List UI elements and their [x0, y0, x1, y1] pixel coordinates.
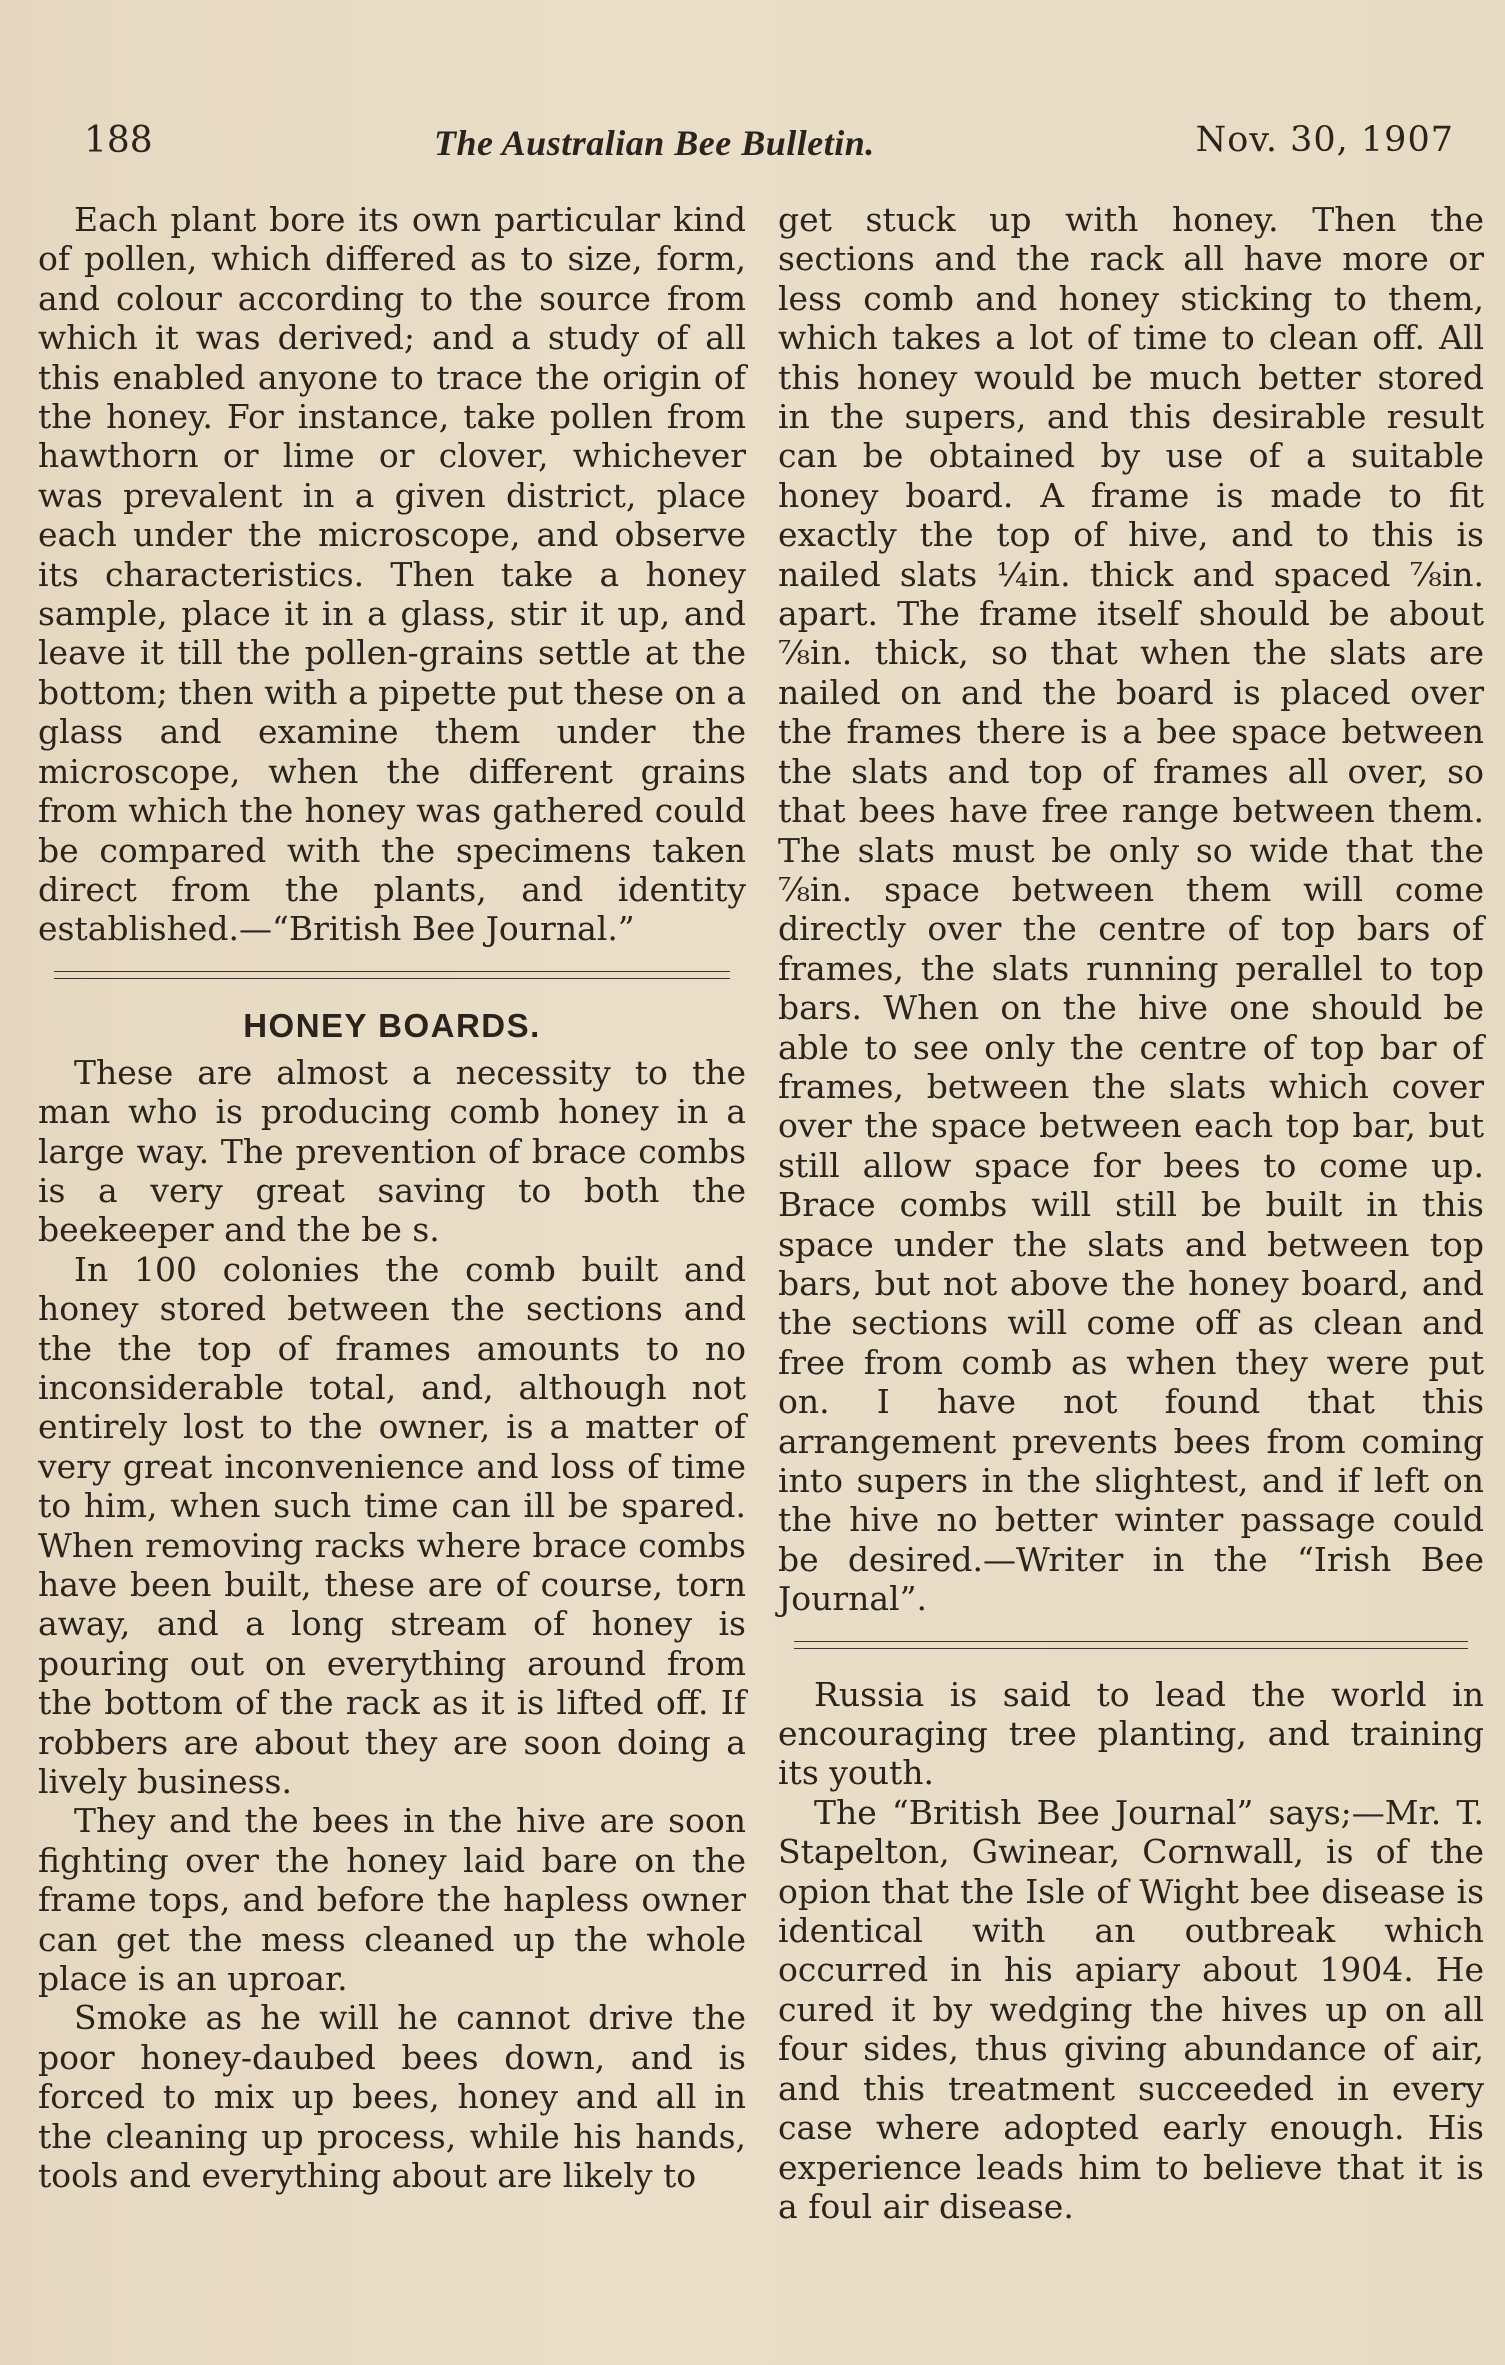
honey-boards-continuation: get stuck up with honey. Then the sections and the rack all have more or less comb and honey sticking to them, which takes a lot of time to clean off. All this honey would be much better stored in the supers, and this desirable result can be obtained by use of a suitable honey board. A frame is made to fit exactly the top of hive, and to this is nailed slats ¼in. thick and spaced ⅞in. apart. The frame itself should be about ⅞in. thick, so that when the slats are nailed on and the board is placed over the frames there is a bee space between the slats and top of frames all over, so that bees have free range between them. The slats must be only so wide that the ⅞in. space between them will come directly over the centre of top bars of frames, the slats running perallel to top bars. When on the hive one should be able to see only the centre of top bar of frames, between the slats which cover over the space between each top bar, but still allow space for bees to come up. Brace combs will still be built in this space under the slats and between top bars, but not above the honey board, and the sections will come off as clean and free from comb as when they were put on. I have not found that this arrangement prevents bees from coming into supers in the slightest, and if left on the hive no better winter passage could be desired.—Writer in the “Irish Bee Journal”. [778, 200, 1484, 1619]
right-column [778, 200, 1484, 2226]
article-paragraph: Smoke as he will he cannot drive the poor honey-daubed bees down, and is forced to mix up bees, honey and all in the cleaning up process, while his hands, tools and everything about are likely to [38, 1998, 746, 2196]
section-divider [794, 1641, 1468, 1649]
article-paragraph: These are almost a necessity to the man who is producing comb honey in a large way. The prevention of brace combs is a very great saving to both the beekeeper and the be s. [38, 1052, 746, 1250]
page-number: 188 [84, 120, 153, 161]
issue-date: Nov. 30, 1907 [1195, 120, 1454, 160]
article-paragraph: They and the bees in the hive are soon fighting over the honey laid bare on the frame tops, and before the hapless owner can get the mess cleaned up the whole place is an uproar. [38, 1801, 746, 1999]
news-note: Russia is said to lead the world in encouraging tree planting, and training its youth. [778, 1674, 1484, 1793]
left-column [38, 200, 746, 2196]
pollen-article-continuation: Each plant bore its own particular kind of pollen, which differed as to size, form, and colour according to the source from which it was derived; and a study of all this enabled anyone to trace the origin of the honey. For instance, take pollen from hawthorn or lime or clover, whichever was prevalent in a given district, place each under the microscope, and observe its characteristics. Then take a honey sample, place it in a glass, stir it up, and leave it till the pollen-grains settle at the bottom; then with a pipette put these on a glass and examine them under the microscope, when the different grains from which the honey was gathered could be compared with the specimens taken direct from the plants, and identity established.—“British Bee Journal.” [38, 200, 746, 949]
article-paragraph: In 100 colonies the comb built and honey stored between the sections and the the top of frames amounts to no inconsiderable total, and, although not entirely lost to the owner, is a matter of very great inconvenience and loss of time to him, when such time can ill be spared. When removing racks where brace combs have been built, these are of course, torn away, and a long stream of honey is pouring out on everything around from the bottom of the rack as it is lifted off. If robbers are about they are soon doing a lively business. [38, 1249, 746, 1802]
running-title: The Australian Bee Bulletin. [434, 123, 875, 163]
section-divider [54, 971, 730, 979]
news-note: The “British Bee Journal” says;—Mr. T. Stapelton, Gwinear, Cornwall, is of the opion that the Isle of Wight bee disease is identical with an outbreak which occurred in his apiary about 1904. He cured it by wedging the hives up on all four sides, thus giving abundance of air, and this treatment succeeded in every case where adopted early enough. His experience leads him to believe that it is a foul air disease. [778, 1792, 1484, 2226]
article-heading: HONEY BOARDS. [243, 1006, 541, 1044]
page-header [84, 120, 1454, 170]
